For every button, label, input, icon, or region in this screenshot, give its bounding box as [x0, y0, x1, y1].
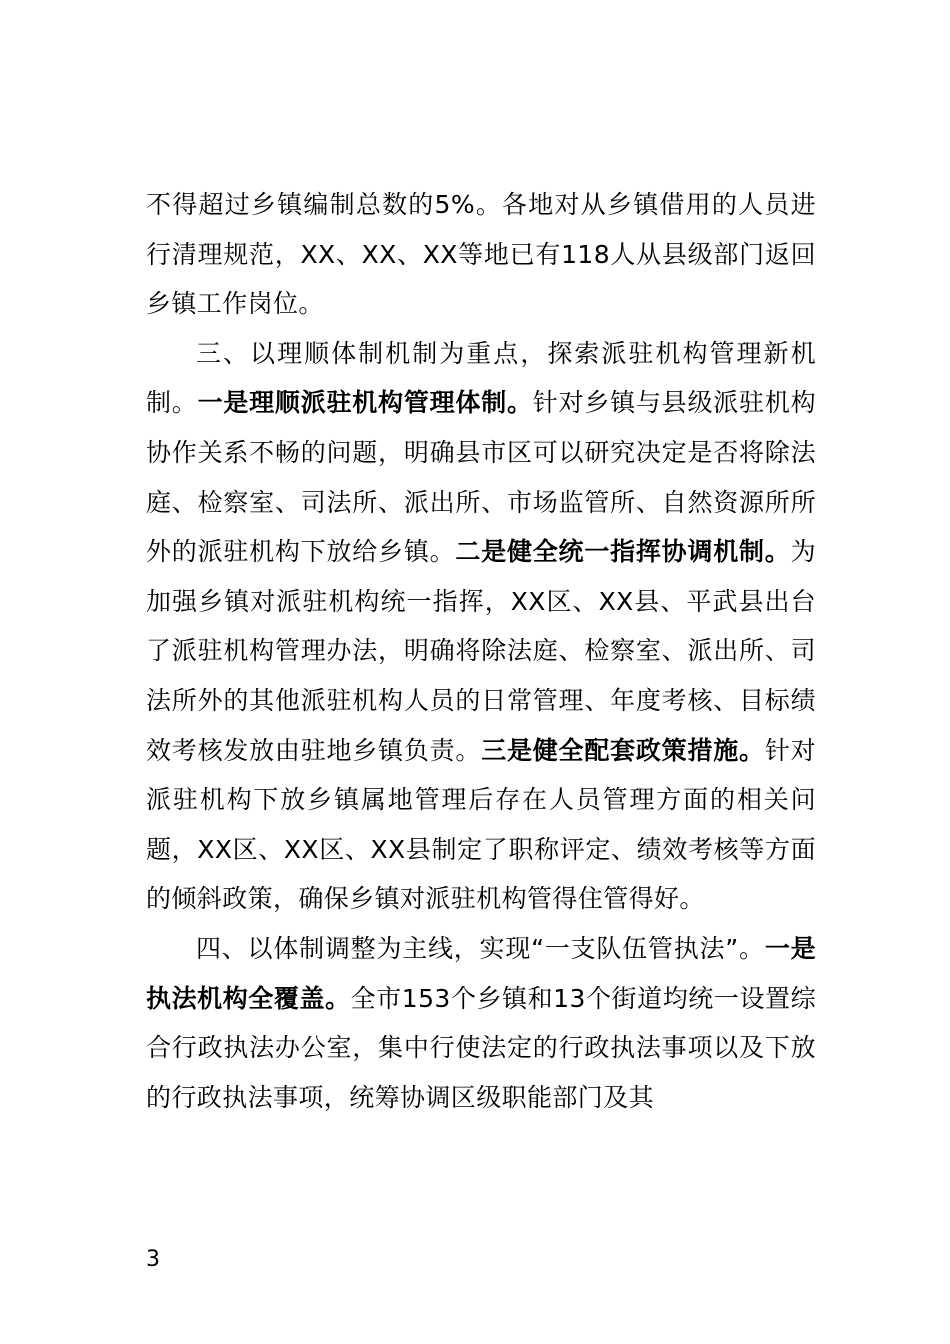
document-body [146, 180, 816, 1122]
section-heading-run: 三、以理顺体制机制为重点，探索派驻机构管理新机制。 [146, 338, 816, 418]
paragraph-section-four [146, 924, 816, 1122]
text-run: 不得超过乡镇编制总数的5%。各地对从乡镇借用的人员进行清理规范，XX、XX、XX等地已有118人从县级部门返回乡镇工作岗位。 [146, 190, 816, 319]
paragraph-section-three [146, 329, 816, 924]
text-run: 针对派驻机构下放乡镇属地管理后存在人员管理方面的相关问题，XX区、XX区、XX县制定了职称评定、绩效考核等方面的倾斜政策，确保乡镇对派驻机构管得住管得好。 [146, 735, 816, 914]
text-run: 针对乡镇与县级派驻机构协作关系不畅的问题，明确县市区可以研究决定是否将除法庭、检察室、司法所、派出所、市场监管所、自然资源所所外的派驻机构下放给乡镇。 [146, 388, 816, 567]
page-number: 3 [146, 1247, 160, 1272]
bold-point-three: 三是健全配套政策措施。 [481, 735, 765, 765]
bold-point-two: 二是健全统一指挥协调机制。 [455, 537, 791, 567]
bold-point-one: 一是理顺派驻机构管理体制。 [197, 388, 533, 418]
bold-point-one: 一是执法机构全覆盖。 [146, 933, 816, 1013]
text-run: 为加强乡镇对派驻机构统一指挥，XX区、XX县、平武县出台了派驻机构管理办法，明确将除法庭、检察室、派出所、司法所外的其他派驻机构人员的日常管理、年度考核、目标绩效考核发放由驻地乡镇负责。 [146, 537, 816, 765]
text-run: 全市153个乡镇和13个街道均统一设置综合行政执法办公室，集中行使法定的行政执法事项以及下放的行政执法事项，统筹协调区级职能部门及其 [146, 983, 816, 1112]
paragraph-continuation [146, 180, 816, 329]
section-heading-run: 四、以体制调整为主线，实现“一支队伍管执法”。 [196, 933, 765, 963]
